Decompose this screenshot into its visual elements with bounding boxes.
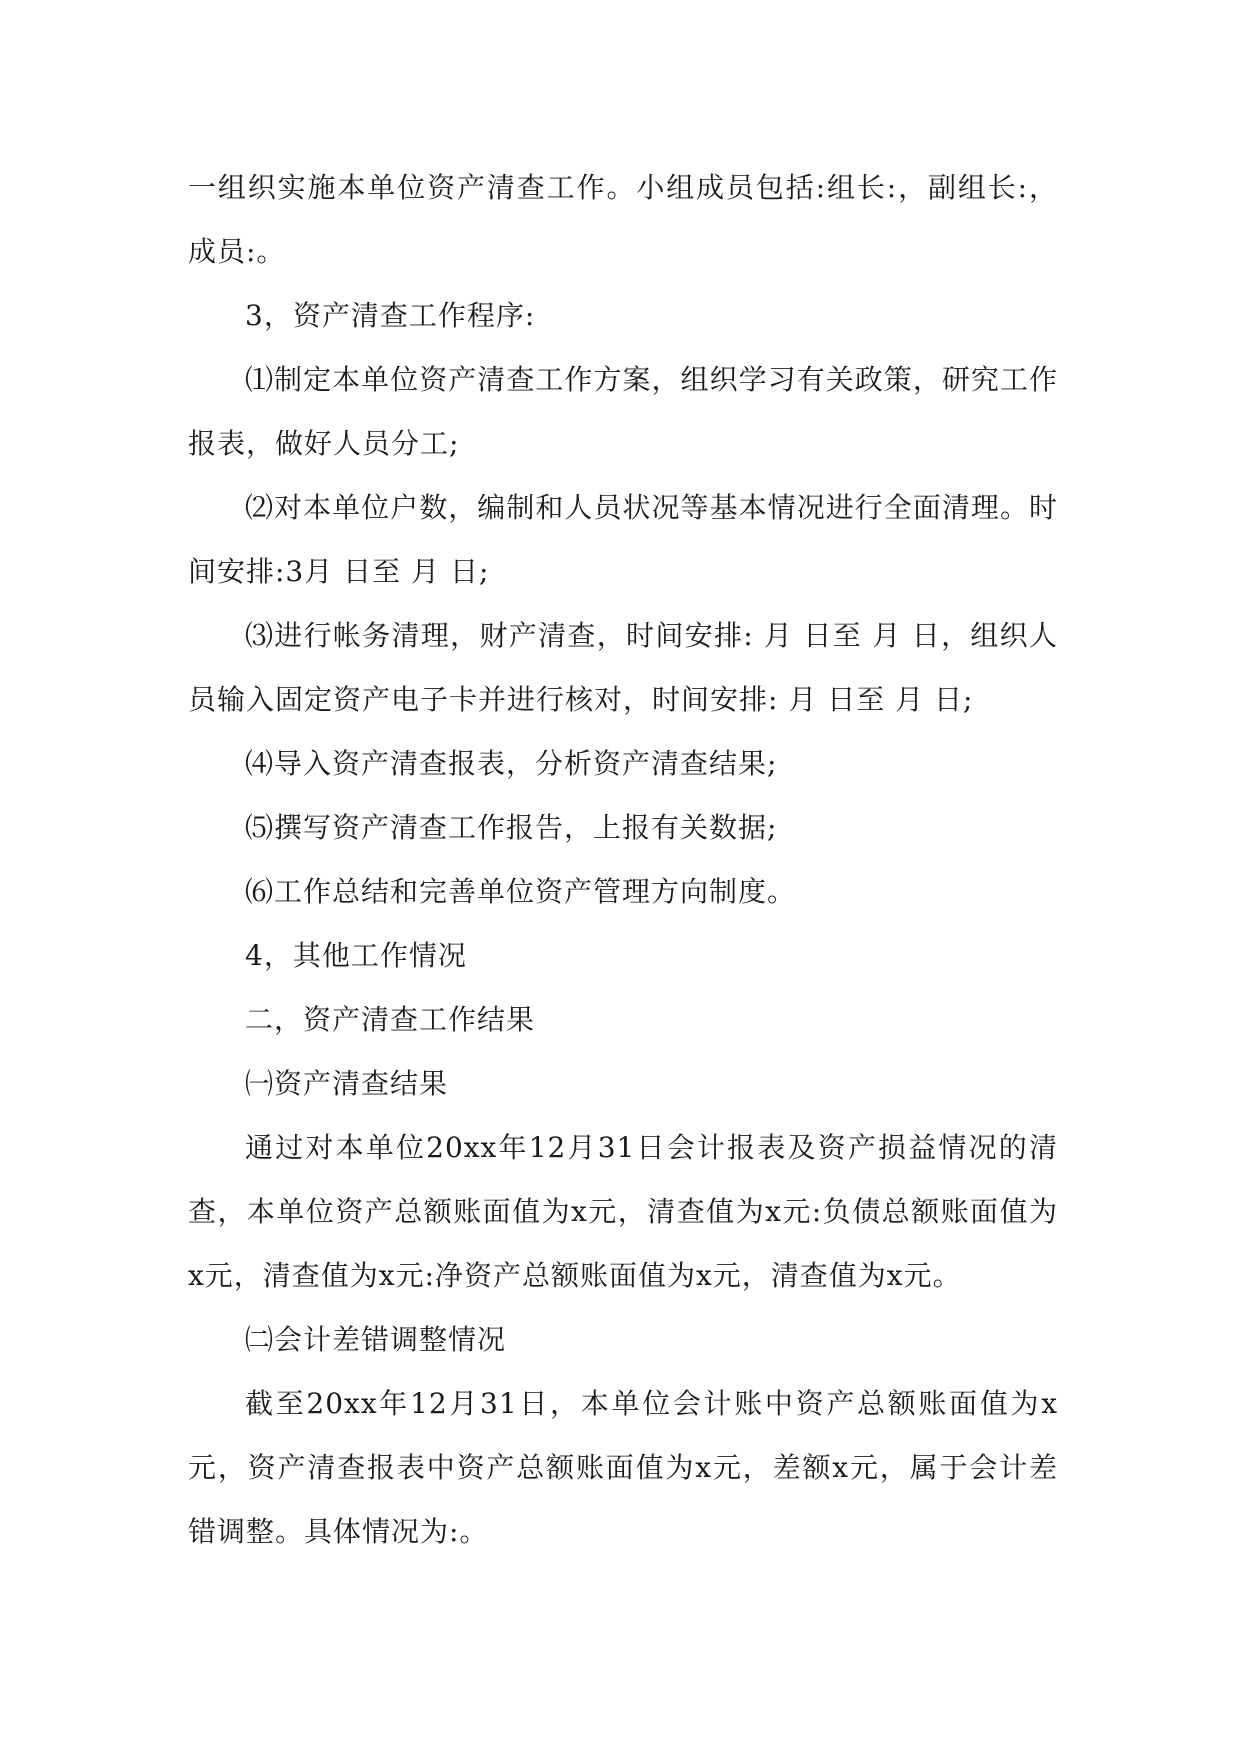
subheading-inventory-results: ㈠资产清查结果: [245, 1067, 449, 1100]
procedure-step-4: ⑷导入资产清查报表，分析资产清查结果;: [245, 747, 778, 780]
paragraph-accounting-adjustments: 截至20xx年12月31日，本单位会计账中资产总额账面值为x元，资产清查报表中资产总额账面值为x元，差额x元，属于会计差错调整。具体情况为:。: [188, 1387, 1058, 1548]
procedure-step-2: ⑵对本单位户数，编制和人员状况等基本情况进行全面清理。时间安排:3月 日至 月 日;: [188, 491, 1058, 588]
procedure-step-6: ⑹工作总结和完善单位资产管理方向制度。: [245, 875, 797, 908]
paragraph-inventory-results: 通过对本单位20xx年12月31日会计报表及资产损益情况的清查，本单位资产总额账面值为x元，清查值为x元:负债总额账面值为x元，清查值为x元:净资产总额账面值为x元，清查值为x元。: [188, 1131, 1058, 1292]
procedure-step-3: ⑶进行帐务清理，财产清查，时间安排: 月 日至 月 日，组织人员输入固定资产电子卡并进行核对，时间安排: 月 日至 月 日;: [188, 619, 1058, 716]
heading-other-work: 4，其他工作情况: [245, 939, 467, 972]
paragraph-group-members: 一组织实施本单位资产清查工作。小组成员包括:组长:，副组长:，成员:。: [188, 171, 1058, 268]
document-page: [188, 156, 1058, 1564]
heading-procedure: 3，资产清查工作程序:: [245, 299, 536, 332]
procedure-step-5: ⑸撰写资产清查工作报告，上报有关数据;: [245, 811, 778, 844]
heading-results: 二，资产清查工作结果: [245, 1003, 536, 1036]
subheading-accounting-adjustments: ㈡会计差错调整情况: [245, 1323, 507, 1356]
procedure-step-1: ⑴制定本单位资产清查工作方案，组织学习有关政策，研究工作报表，做好人员分工;: [188, 363, 1058, 460]
